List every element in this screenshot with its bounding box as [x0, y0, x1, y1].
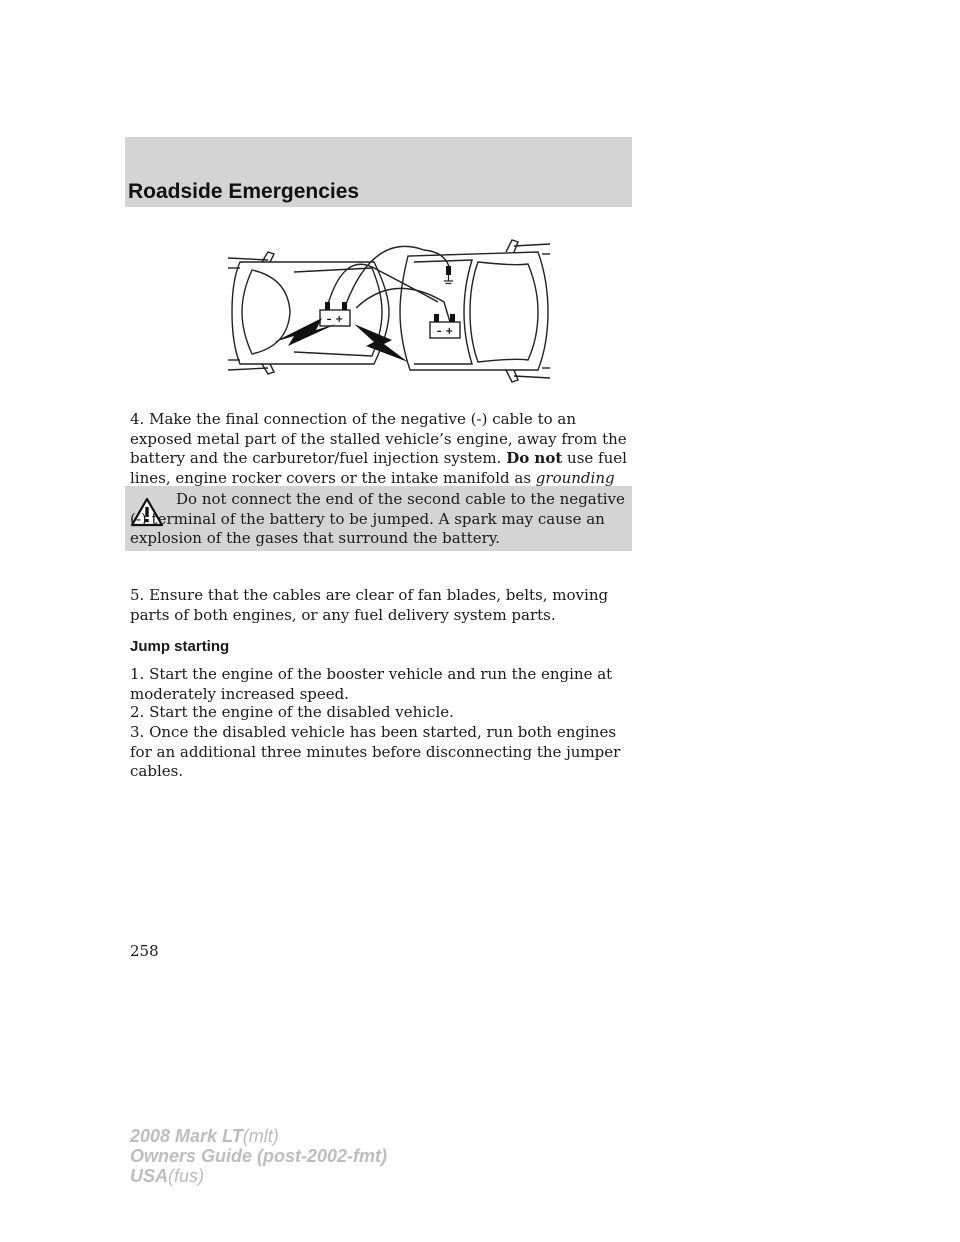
clamp-right-neg [434, 314, 439, 322]
document-footer [130, 1126, 387, 1186]
left-car-mirror-bottom [262, 364, 274, 374]
left-car-body [232, 262, 389, 364]
spark-bolt-right-icon [354, 324, 408, 362]
clamp-left-pos [342, 302, 347, 310]
left-car-mirror-top [262, 252, 274, 262]
left-battery-terminals: – + [326, 314, 344, 325]
step-5-paragraph: 5. Ensure that the cables are clear of fan blades, belts, moving parts of both engines, or any fuel delivery system parts. [130, 586, 609, 624]
right-car-body [400, 252, 548, 370]
footer-line-1: 2008 Mark LT(mlt) [130, 1126, 279, 1146]
clamp-ground [446, 266, 451, 275]
right-car-windshield [470, 262, 538, 362]
jump-step-2: 2. Start the engine of the disabled vehicle. [130, 703, 454, 721]
warning-text: Do not connect the end of the second cable to the negative (-) terminal of the battery to be jumped. A spark may cause an explosion of the gases that surround the battery. [130, 490, 625, 547]
ground-symbol-icon [444, 275, 453, 284]
jump-step-3: 3. Once the disabled vehicle has been started, run both engines for an additional three minutes before disconnecting the jumper cables. [130, 723, 621, 780]
page-number: 258 [130, 942, 159, 960]
step-4-paragraph: 4. Make the final connection of the negative (-) cable to an exposed metal part of the stalled vehicle’s engine, away from the battery and the carburetor/fuel injection system. Do not use fuel lines, engine rocker covers or the intake manifold as grounding [130, 410, 627, 487]
clamp-left-neg [325, 302, 330, 310]
left-car-windshield [242, 270, 290, 354]
clamp-right-pos [450, 314, 455, 322]
jump-step-1: 1. Start the engine of the booster vehicle and run the engine at moderately increased speed. [130, 665, 613, 703]
jump-start-cable-connection-diagram [224, 232, 554, 392]
footer-line-3: USA(fus) [130, 1166, 205, 1186]
jump-starting-heading: Jump starting [130, 638, 230, 655]
right-battery-terminals: – + [436, 326, 454, 337]
section-title: Roadside Emergencies [128, 180, 360, 203]
section-header [125, 137, 632, 207]
right-car-hood [414, 260, 472, 364]
footer-line-2: Owners Guide (post-2002-fmt) [130, 1146, 388, 1166]
warning-box [125, 486, 632, 551]
